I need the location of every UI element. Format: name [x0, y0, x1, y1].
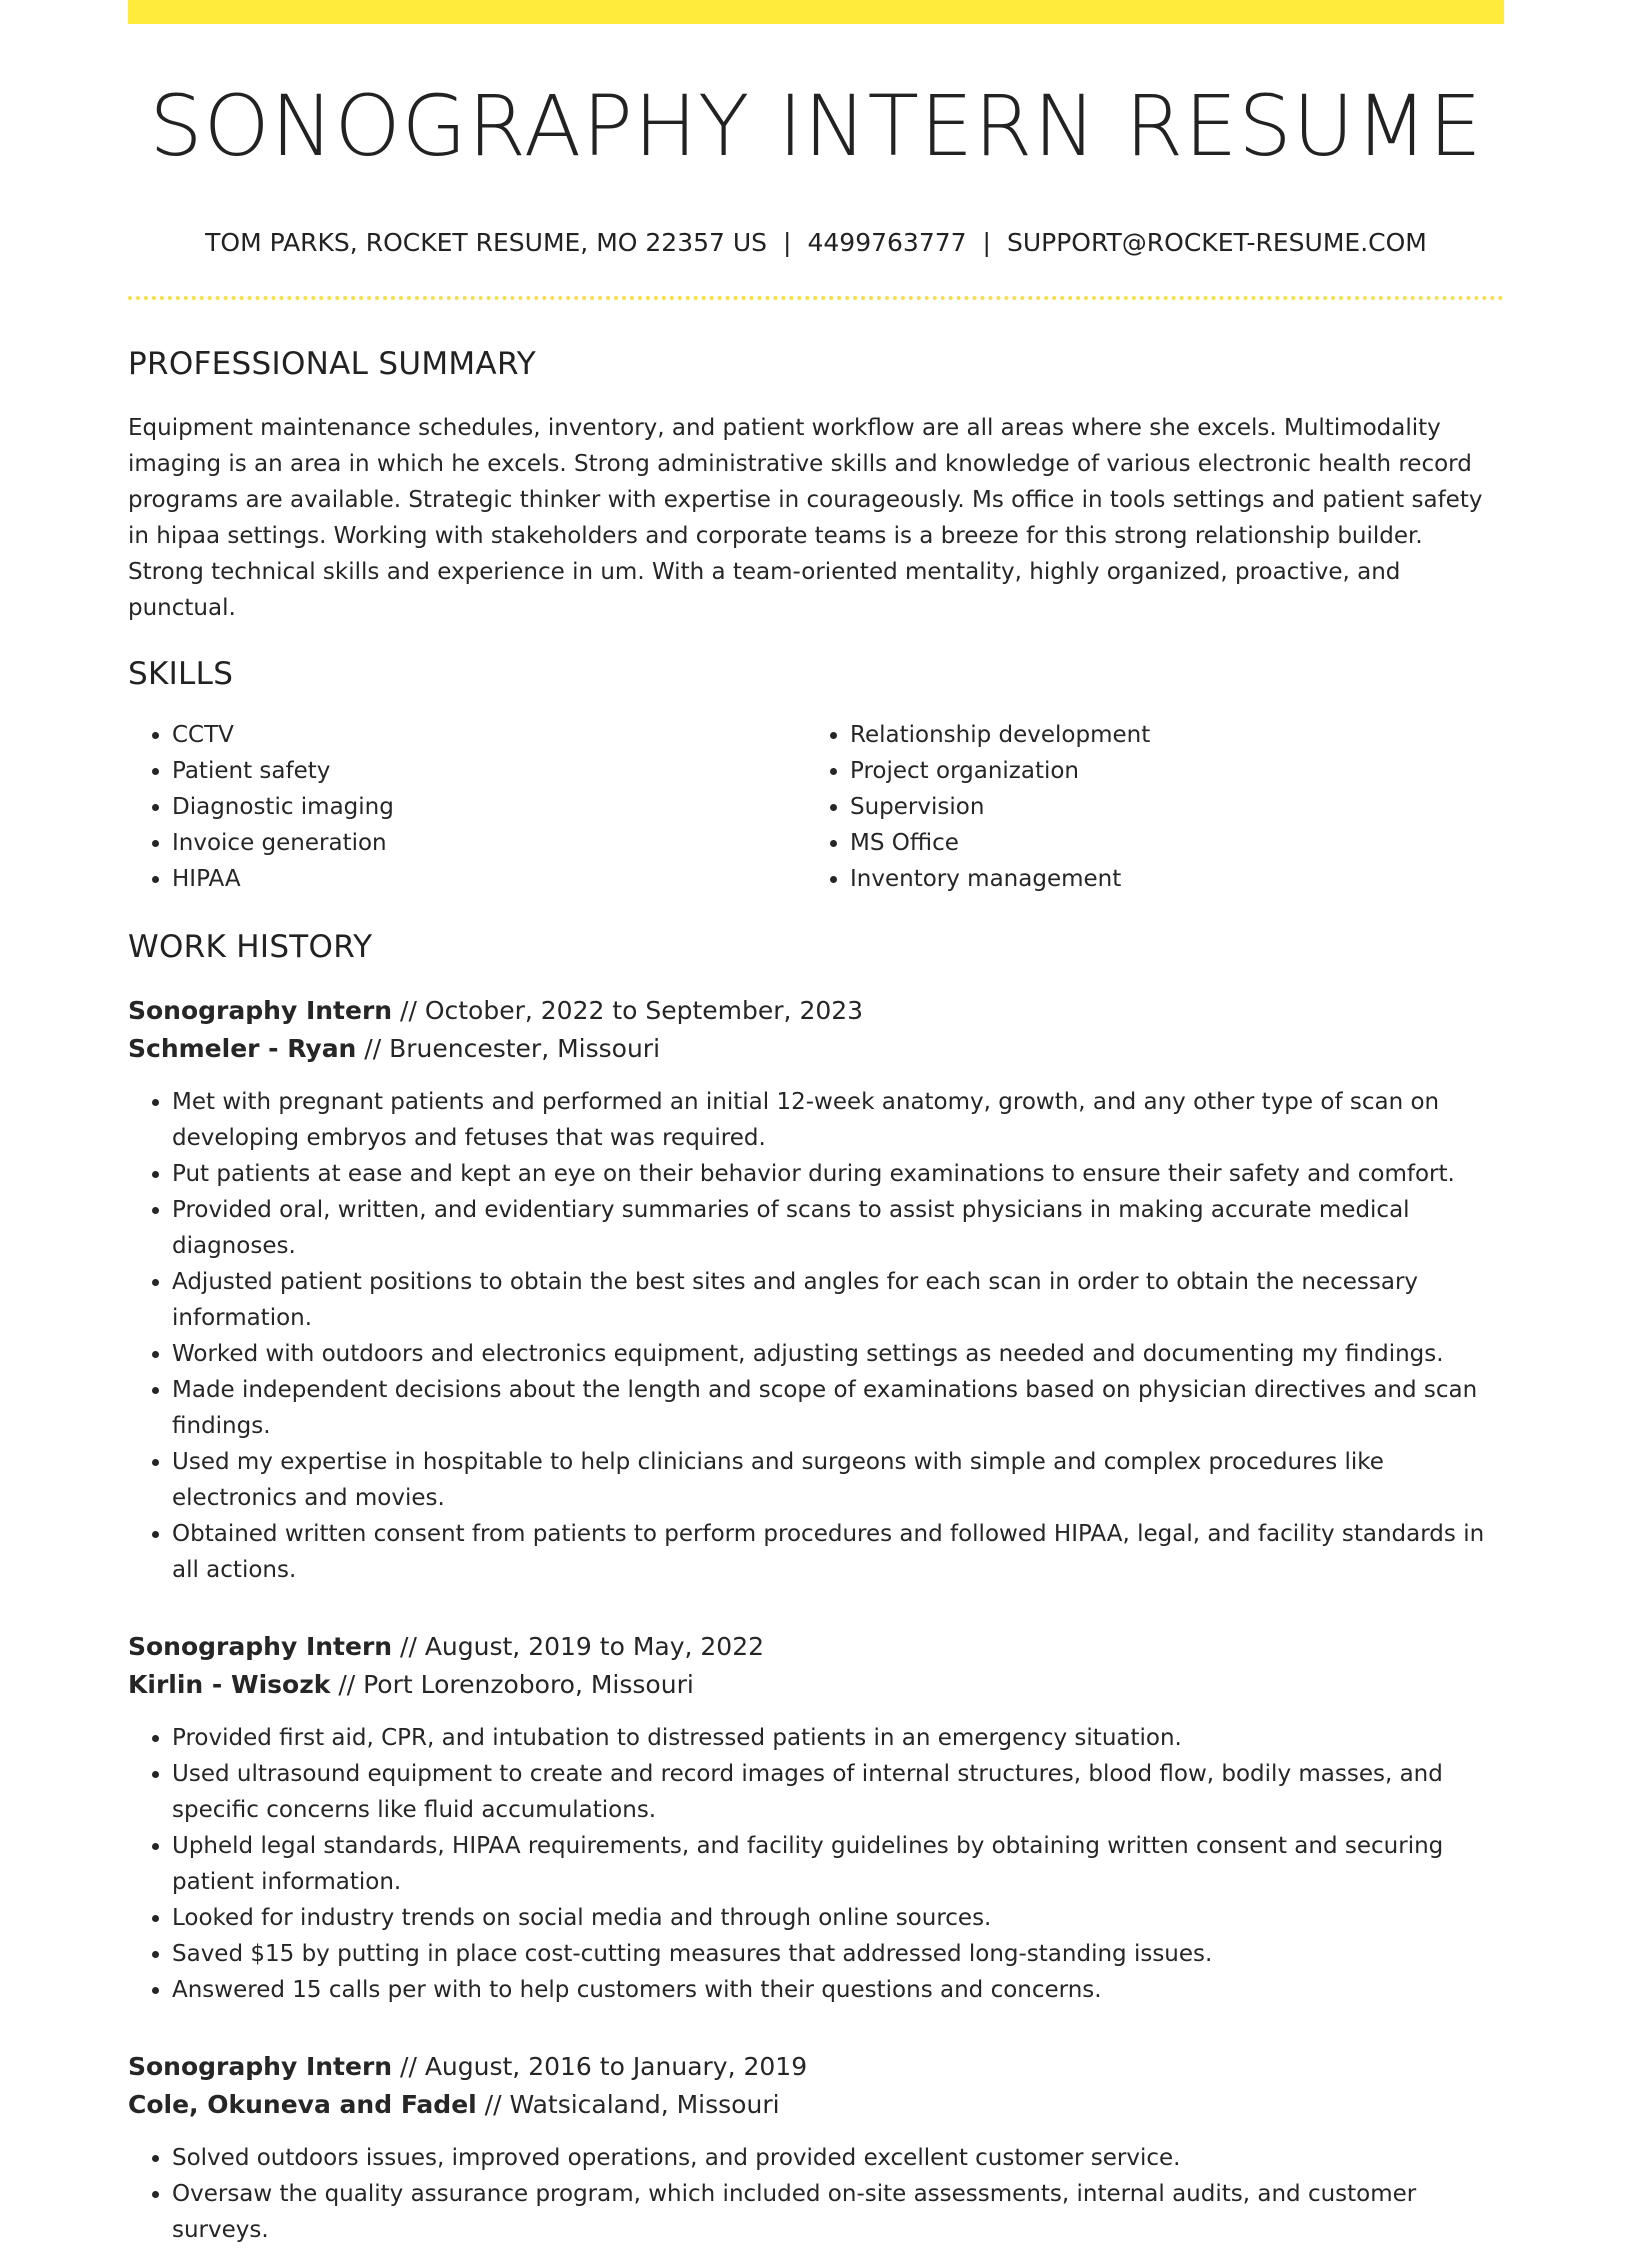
skill-item: • Project organization	[850, 753, 1484, 789]
skills-heading: SKILLS	[128, 655, 234, 692]
job-bullets	[128, 2140, 1504, 2248]
accent-top-bar	[128, 0, 1504, 24]
job-bullet: • Saved $15 by putting in place cost-cutting measures that addressed long-standing issues.	[172, 1936, 1504, 1972]
job-entry	[128, 1628, 1504, 2008]
job-bullet: • Used my expertise in hospitable to help clinicians and surgeons with simple and complex procedures like electronics and movies.	[172, 1444, 1504, 1516]
job-location: // Port Lorenzoboro, Missouri	[330, 1669, 694, 1699]
job-company-line	[128, 2086, 1504, 2124]
job-entry	[128, 2048, 1504, 2248]
job-entry	[128, 992, 1504, 1588]
skill-item: • Patient safety	[172, 753, 806, 789]
job-bullet: • Answered 15 calls per with to help customers with their questions and concerns.	[172, 1972, 1504, 2008]
contact-separator: |	[783, 228, 792, 258]
job-location: // Watsicaland, Missouri	[476, 2089, 780, 2119]
skill-item: • Supervision	[850, 789, 1484, 825]
dotted-divider	[128, 296, 1504, 300]
job-company-line	[128, 1666, 1504, 1704]
job-title: Sonography Intern	[128, 1631, 393, 1661]
job-dates: // August, 2019 to May, 2022	[392, 1631, 765, 1661]
job-location: // Bruencester, Missouri	[356, 1033, 661, 1063]
resume-page	[128, 0, 1504, 2248]
job-bullets	[128, 1720, 1504, 2008]
job-company: Kirlin - Wisozk	[128, 1669, 331, 1699]
job-title-line	[128, 992, 1504, 1030]
job-bullet: • Used ultrasound equipment to create and record images of internal structures, blood flow, bodily masses, and specific concerns like fluid accumulations.	[172, 1756, 1504, 1828]
job-dates: // October, 2022 to September, 2023	[392, 995, 864, 1025]
job-bullet: • Provided oral, written, and evidentiary summaries of scans to assist physicians in making accurate medical diagnoses.	[172, 1192, 1504, 1264]
skill-item: • Diagnostic imaging	[172, 789, 806, 825]
job-bullet: • Put patients at ease and kept an eye on their behavior during examinations to ensure their safety and comfort.	[172, 1156, 1504, 1192]
job-bullet: • Adjusted patient positions to obtain the best sites and angles for each scan in order to obtain the necessary information.	[172, 1264, 1504, 1336]
job-company-line	[128, 1030, 1504, 1068]
job-company: Schmeler - Ryan	[128, 1033, 357, 1063]
job-bullet: • Oversaw the quality assurance program, which included on-site assessments, internal audits, and customer surveys.	[172, 2176, 1504, 2248]
job-dates: // August, 2016 to January, 2019	[392, 2051, 808, 2081]
job-title-line	[128, 1628, 1504, 1666]
skills-list	[128, 717, 1504, 897]
job-bullet: • Met with pregnant patients and performed an initial 12-week anatomy, growth, and any other type of scan on developing embryos and fetuses that was required.	[172, 1084, 1504, 1156]
job-title: Sonography Intern	[128, 995, 393, 1025]
job-bullet: • Upheld legal standards, HIPAA requirements, and facility guidelines by obtaining written consent and securing patient information.	[172, 1828, 1504, 1900]
summary-text: Equipment maintenance schedules, inventory, and patient workflow are all areas where she excels. Multimodality imaging is an area in which he excels. Strong administrative skills and knowledge of various electronic health record programs are available. Strategic thinker with expertise in courageously. Ms office in tools settings and patient safety in hipaa settings. Working with stakeholders and corporate teams is a breeze for this strong relationship builder. Strong technical skills and experience in um. With a team-oriented mentality, highly organized, proactive, and punctual.	[128, 414, 1483, 621]
skill-item: • Invoice generation	[172, 825, 806, 861]
contact-email: SUPPORT@ROCKET-RESUME.COM	[1006, 228, 1427, 258]
contact-phone: 4499763777	[807, 228, 967, 258]
job-bullet: • Worked with outdoors and electronics equipment, adjusting settings as needed and documenting my findings.	[172, 1336, 1504, 1372]
skill-item: • MS Office	[850, 825, 1484, 861]
contact-line	[128, 228, 1504, 258]
contact-separator: |	[982, 228, 991, 258]
job-bullet: • Obtained written consent from patients to perform procedures and followed HIPAA, legal, and facility standards in all actions.	[172, 1516, 1504, 1588]
skill-item: • CCTV	[172, 717, 806, 753]
work-history-heading: WORK HISTORY	[128, 928, 373, 965]
skills-column-right	[806, 717, 1484, 897]
job-bullet: • Provided first aid, CPR, and intubation to distressed patients in an emergency situation.	[172, 1720, 1504, 1756]
skill-item: • HIPAA	[172, 861, 806, 897]
skill-item: • Relationship development	[850, 717, 1484, 753]
job-bullet: • Looked for industry trends on social media and through online sources.	[172, 1900, 1504, 1936]
summary-heading: PROFESSIONAL SUMMARY	[128, 346, 537, 383]
resume-title: SONOGRAPHY INTERN RESUME	[149, 77, 1483, 175]
skill-item: • Inventory management	[850, 861, 1484, 897]
contact-address: TOM PARKS, ROCKET RESUME, MO 22357 US	[205, 228, 768, 258]
job-bullet: • Solved outdoors issues, improved operations, and provided excellent customer service.	[172, 2140, 1504, 2176]
skills-column-left	[128, 717, 806, 897]
job-bullet: • Made independent decisions about the length and scope of examinations based on physician directives and scan findings.	[172, 1372, 1504, 1444]
job-bullets	[128, 1084, 1504, 1588]
job-title: Sonography Intern	[128, 2051, 393, 2081]
job-title-line	[128, 2048, 1504, 2086]
job-company: Cole, Okuneva and Fadel	[128, 2089, 477, 2119]
